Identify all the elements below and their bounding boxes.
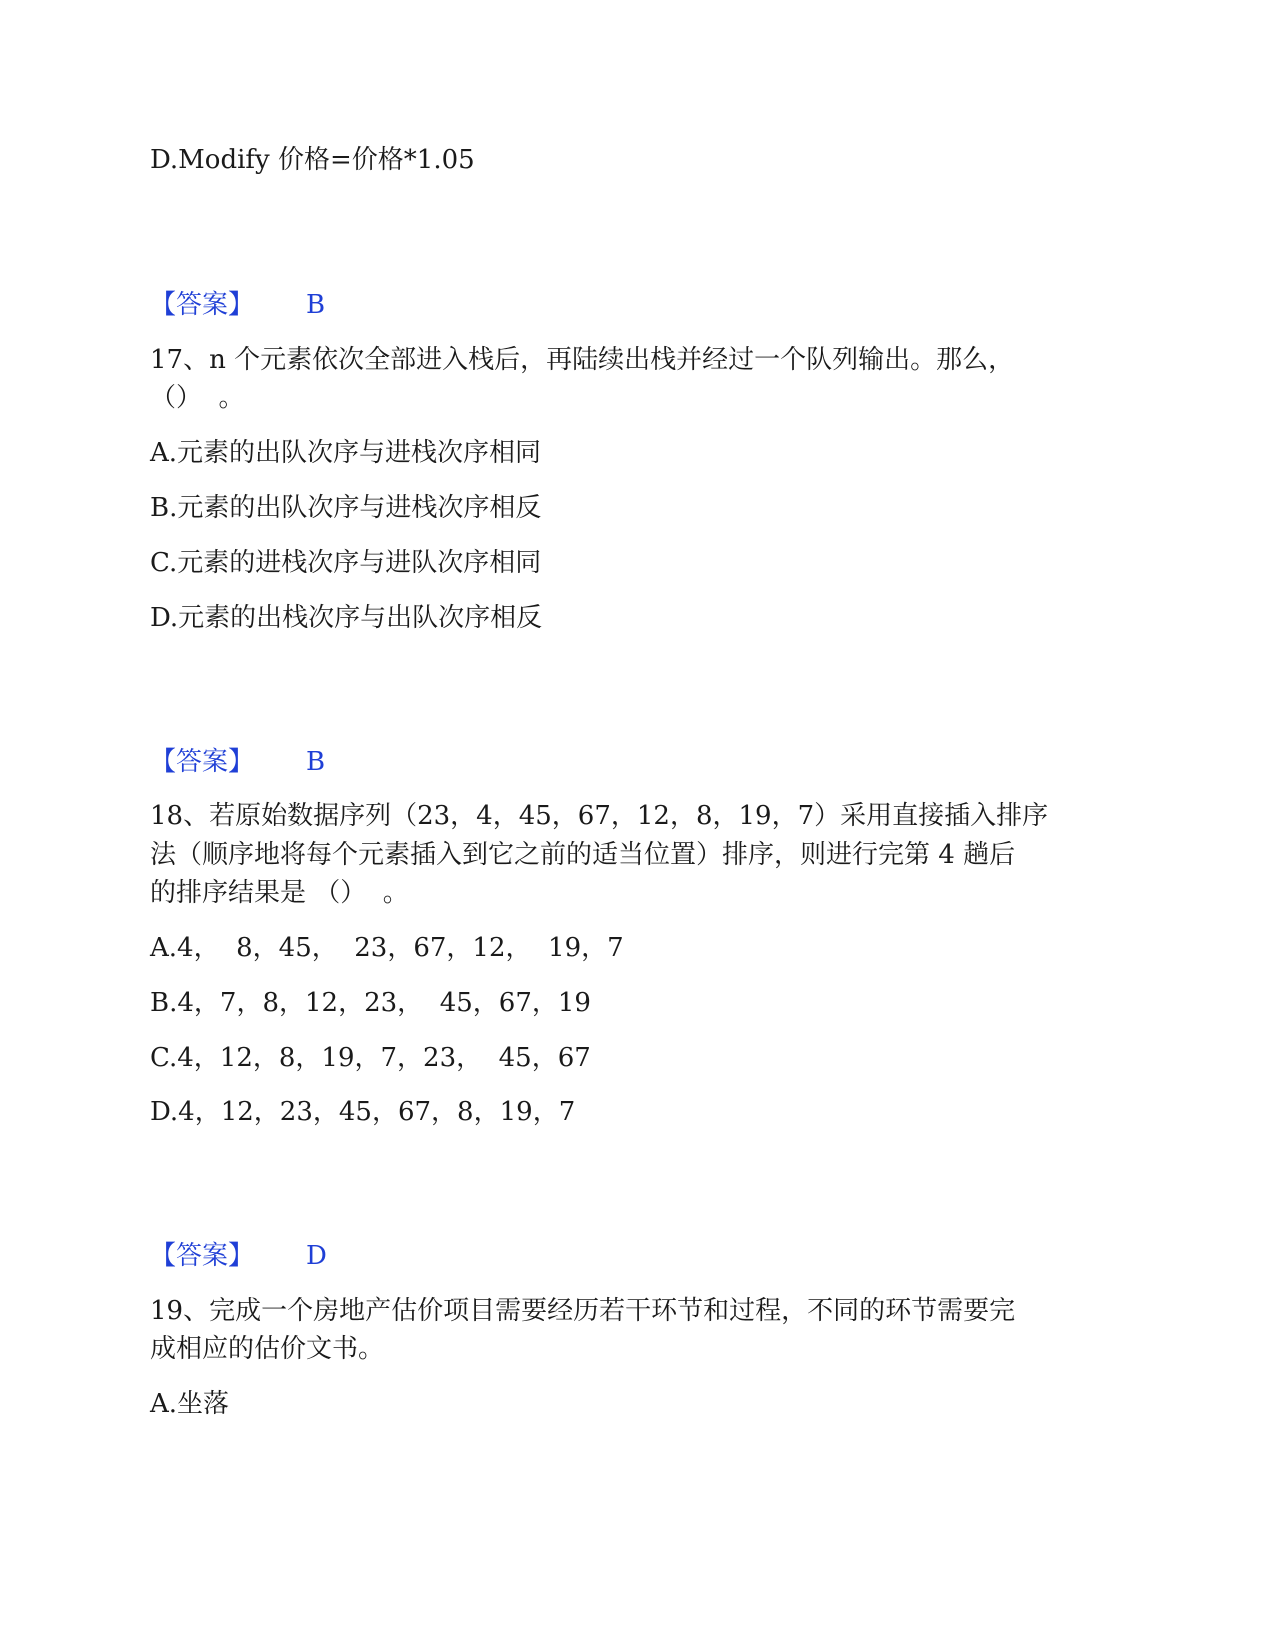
- answer-label: 【答案】: [150, 1241, 255, 1271]
- q17-option-b: B.元素的出队次序与进栈次序相反: [150, 493, 542, 523]
- q18-option-b: B.4，7，8，12，23， 45，67，19: [150, 988, 591, 1018]
- q18-stem-line-3: 的排序结果是 （） 。: [150, 878, 409, 908]
- q17-option-c: C.元素的进栈次序与进队次序相同: [150, 548, 542, 578]
- q18-option-a: A.4， 8，45， 23，67，12， 19，7: [150, 933, 624, 963]
- q17-option-d: D.元素的出栈次序与出队次序相反: [150, 603, 543, 633]
- option-d-previous: D.Modify 价格=价格*1.05: [150, 145, 475, 175]
- q18-option-d: D.4，12，23，45，67，8，19，7: [150, 1097, 576, 1127]
- q17-stem-line-1: 17、n 个元素依次全部进入栈后，再陆续出栈并经过一个队列输出。那么，: [150, 345, 1015, 375]
- q19-stem-line-2: 成相应的估价文书。: [150, 1334, 385, 1364]
- answer-q18: [150, 1237, 327, 1275]
- q19-stem-line-1: 19、完成一个房地产估价项目需要经历若干环节和过程，不同的环节需要完: [150, 1296, 1016, 1326]
- q18-option-c: C.4，12，8，19，7，23， 45，67: [150, 1043, 591, 1073]
- answer-q17: [150, 743, 325, 781]
- answer-q16: [150, 286, 325, 324]
- answer-value: B: [306, 747, 326, 777]
- q19-option-a: A.坐落: [150, 1389, 230, 1419]
- q17-stem-line-2: （） 。: [150, 383, 245, 413]
- q18-stem-line-2: 法（顺序地将每个元素插入到它之前的适当位置）排序，则进行完第 4 趟后: [150, 840, 1016, 870]
- answer-value: B: [306, 290, 326, 320]
- q18-stem-line-1: 18、若原始数据序列（23，4，45，67，12，8，19，7）采用直接插入排序: [150, 801, 1049, 831]
- answer-label: 【答案】: [150, 747, 255, 777]
- q17-option-a: A.元素的出队次序与进栈次序相同: [150, 438, 542, 468]
- answer-value: D: [306, 1241, 327, 1271]
- answer-label: 【答案】: [150, 290, 255, 320]
